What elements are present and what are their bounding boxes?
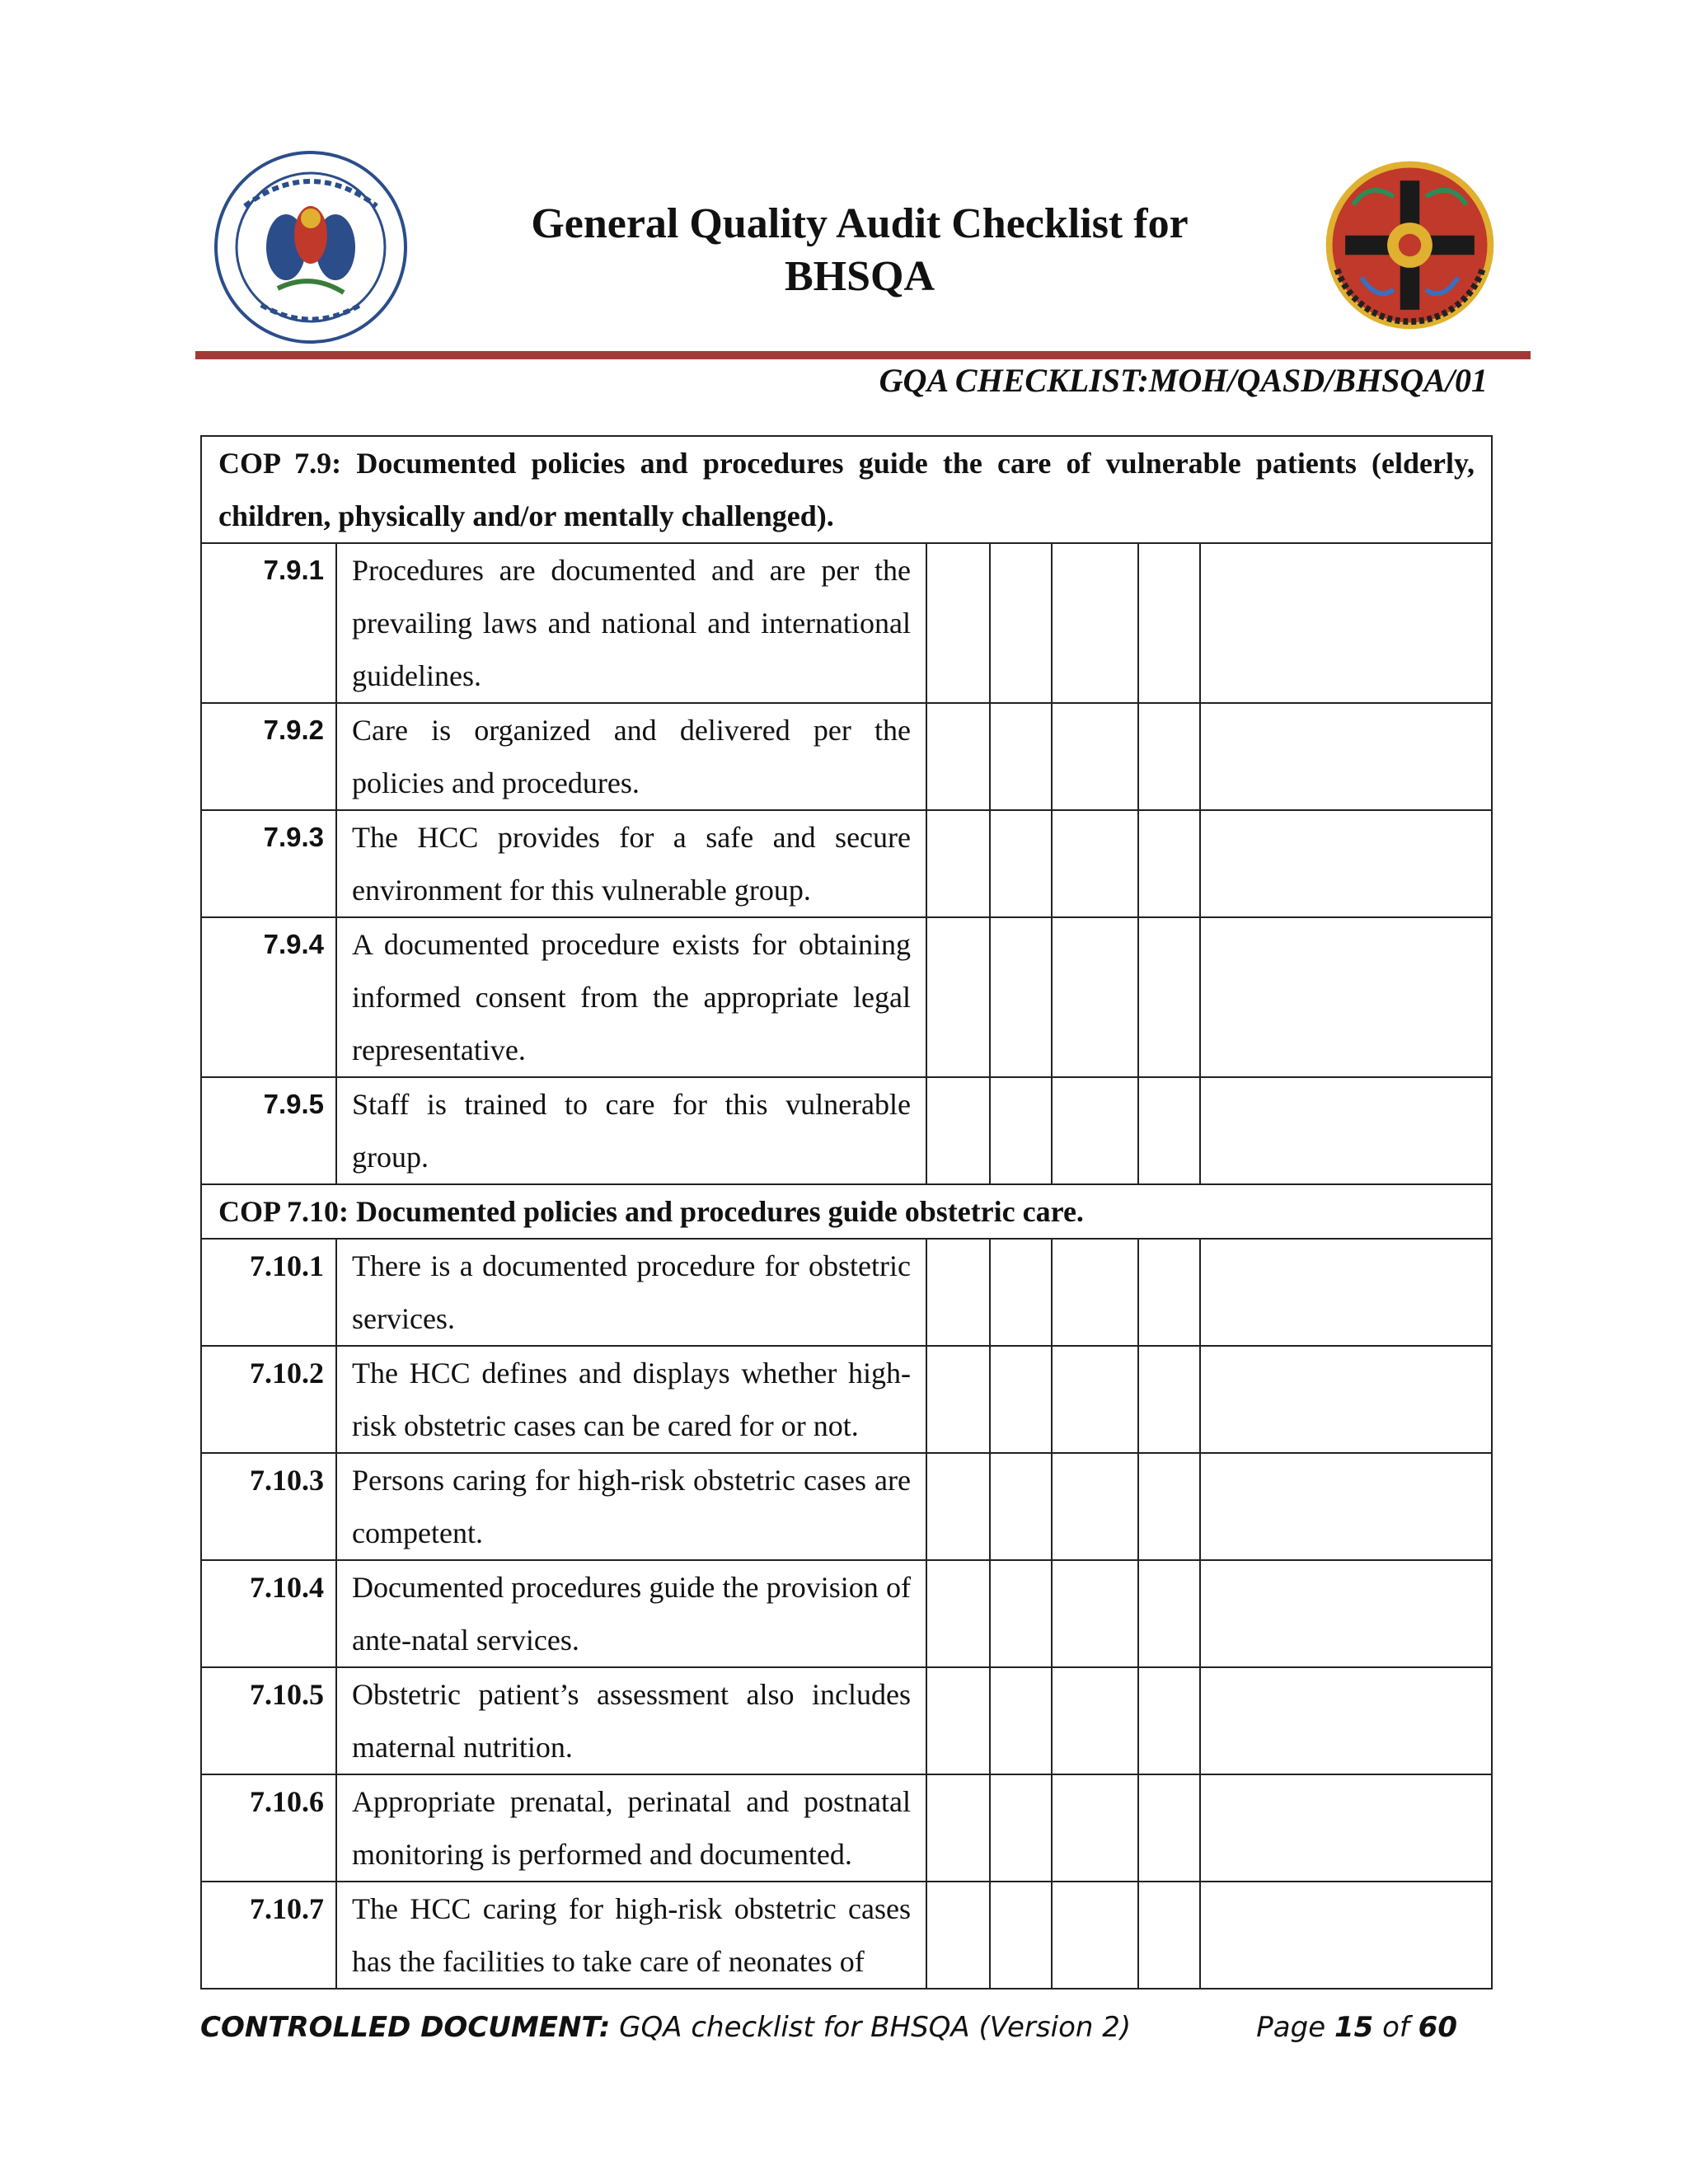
check-cell[interactable] — [926, 917, 990, 1077]
checklist-row — [201, 1239, 1492, 1346]
remarks-cell[interactable] — [1200, 1667, 1492, 1774]
item-text: A documented procedure exists for obtaining informed consent from the appropriate legal representative. — [336, 917, 926, 1077]
check-cell[interactable] — [926, 1346, 990, 1453]
check-cell[interactable] — [990, 1882, 1052, 1989]
item-number: 7.10.2 — [201, 1346, 336, 1453]
check-cell[interactable] — [1138, 1560, 1200, 1667]
item-text: The HCC caring for high-risk obstetric cases has the facilities to take care of neonates of — [336, 1882, 926, 1989]
item-number: 7.10.5 — [201, 1667, 336, 1774]
check-cell[interactable] — [926, 1239, 990, 1346]
check-cell[interactable] — [1138, 810, 1200, 917]
check-cell[interactable] — [990, 1667, 1052, 1774]
check-cell[interactable] — [1052, 810, 1138, 917]
check-cell[interactable] — [1052, 1346, 1138, 1453]
remarks-cell[interactable] — [1200, 1453, 1492, 1560]
check-cell[interactable] — [1138, 543, 1200, 703]
checklist-row — [201, 1346, 1492, 1453]
check-cell[interactable] — [926, 543, 990, 703]
item-text: Documented procedures guide the provision of ante-natal services. — [336, 1560, 926, 1667]
item-number: 7.9.2 — [201, 703, 336, 810]
footer-doc-name: GQA checklist for BHSQA (Version 2) — [619, 2011, 1132, 2044]
remarks-cell[interactable] — [1200, 1077, 1492, 1184]
check-cell[interactable] — [1138, 1667, 1200, 1774]
checklist-row — [201, 1453, 1492, 1560]
checklist-row — [201, 543, 1492, 703]
item-text: Persons caring for high-risk obstetric cases are competent. — [336, 1453, 926, 1560]
checklist-row — [201, 703, 1492, 810]
checklist-row — [201, 1560, 1492, 1667]
check-cell[interactable] — [990, 703, 1052, 810]
document-header — [200, 148, 1529, 354]
checklist-row — [201, 810, 1492, 917]
item-number: 7.9.3 — [201, 810, 336, 917]
item-number: 7.9.5 — [201, 1077, 336, 1184]
item-text: Procedures are documented and are per the prevailing laws and national and international guidelines. — [336, 543, 926, 703]
section-title: COP 7.9: Documented policies and procedures guide the care of vulnerable patients (elderly, children, physically and/or mentally challenged). — [201, 436, 1492, 543]
check-cell[interactable] — [1052, 1774, 1138, 1882]
section-row — [201, 1184, 1492, 1239]
checklist-table — [200, 435, 1493, 1990]
check-cell[interactable] — [990, 1346, 1052, 1453]
remarks-cell[interactable] — [1200, 917, 1492, 1077]
check-cell[interactable] — [1052, 1667, 1138, 1774]
remarks-cell[interactable] — [1200, 543, 1492, 703]
document-title — [448, 198, 1272, 303]
page-word: Page — [1256, 2011, 1326, 2044]
item-text: Care is organized and delivered per the policies and procedures. — [336, 703, 926, 810]
check-cell[interactable] — [1052, 917, 1138, 1077]
item-text: There is a documented procedure for obstetric services. — [336, 1239, 926, 1346]
item-text: The HCC defines and displays whether high-risk obstetric cases can be cared for or not. — [336, 1346, 926, 1453]
checklist-row — [201, 917, 1492, 1077]
check-cell[interactable] — [1052, 1239, 1138, 1346]
checklist-row — [201, 1882, 1492, 1989]
item-text: Appropriate prenatal, perinatal and postnatal monitoring is performed and documented. — [336, 1774, 926, 1882]
check-cell[interactable] — [990, 1239, 1052, 1346]
check-cell[interactable] — [990, 1453, 1052, 1560]
check-cell[interactable] — [990, 1774, 1052, 1882]
check-cell[interactable] — [926, 1667, 990, 1774]
check-cell[interactable] — [990, 810, 1052, 917]
of-word: of — [1382, 2011, 1409, 2044]
check-cell[interactable] — [926, 1560, 990, 1667]
check-cell[interactable] — [1052, 543, 1138, 703]
section-row — [201, 436, 1492, 543]
item-number: 7.10.4 — [201, 1560, 336, 1667]
checklist-row — [201, 1077, 1492, 1184]
check-cell[interactable] — [1138, 1453, 1200, 1560]
footer-controlled-document — [200, 2011, 1131, 2044]
check-cell[interactable] — [1052, 1453, 1138, 1560]
check-cell[interactable] — [1138, 1882, 1200, 1989]
section-title: COP 7.10: Documented policies and procedures guide obstetric care. — [201, 1184, 1492, 1239]
check-cell[interactable] — [990, 1560, 1052, 1667]
check-cell[interactable] — [1052, 1882, 1138, 1989]
page-total: 60 — [1418, 2011, 1457, 2044]
checklist-code: GQA CHECKLIST:MOH/QASD/BHSQA/01 — [879, 362, 1488, 399]
checklist-row — [201, 1774, 1492, 1882]
title-line-2: BHSQA — [784, 253, 935, 300]
item-number: 7.10.6 — [201, 1774, 336, 1882]
remarks-cell[interactable] — [1200, 1346, 1492, 1453]
check-cell[interactable] — [1138, 703, 1200, 810]
check-cell[interactable] — [1138, 1077, 1200, 1184]
page-number — [1256, 2011, 1457, 2044]
page-current: 15 — [1334, 2011, 1374, 2044]
item-number: 7.10.1 — [201, 1239, 336, 1346]
check-cell[interactable] — [1052, 1077, 1138, 1184]
remarks-cell[interactable] — [1200, 1239, 1492, 1346]
item-number: 7.9.1 — [201, 543, 336, 703]
remarks-cell[interactable] — [1200, 703, 1492, 810]
check-cell[interactable] — [990, 1077, 1052, 1184]
footer-label: CONTROLLED DOCUMENT: — [200, 2011, 611, 2044]
checklist-row — [201, 1667, 1492, 1774]
remarks-cell[interactable] — [1200, 1560, 1492, 1667]
title-line-1: General Quality Audit Checklist for — [531, 200, 1189, 247]
item-number: 7.9.4 — [201, 917, 336, 1077]
check-cell[interactable] — [926, 810, 990, 917]
check-cell[interactable] — [926, 1453, 990, 1560]
item-text: The HCC provides for a safe and secure environment for this vulnerable group. — [336, 810, 926, 917]
check-cell[interactable] — [1138, 1346, 1200, 1453]
check-cell[interactable] — [926, 703, 990, 810]
check-cell[interactable] — [990, 917, 1052, 1077]
ministry-seal-logo — [212, 148, 410, 346]
remarks-cell[interactable] — [1200, 810, 1492, 917]
item-number: 7.10.3 — [201, 1453, 336, 1560]
check-cell[interactable] — [1138, 1239, 1200, 1346]
check-cell[interactable] — [926, 1882, 990, 1989]
remarks-cell[interactable] — [1200, 1774, 1492, 1882]
item-text: Obstetric patient’s assessment also includes maternal nutrition. — [336, 1667, 926, 1774]
check-cell[interactable] — [1138, 917, 1200, 1077]
national-emblem-logo — [1313, 148, 1507, 342]
check-cell[interactable] — [1052, 703, 1138, 810]
item-text: Staff is trained to care for this vulnerable group. — [336, 1077, 926, 1184]
check-cell[interactable] — [926, 1774, 990, 1882]
check-cell[interactable] — [1052, 1560, 1138, 1667]
item-number: 7.10.7 — [201, 1882, 336, 1989]
check-cell[interactable] — [926, 1077, 990, 1184]
check-cell[interactable] — [1138, 1774, 1200, 1882]
check-cell[interactable] — [990, 543, 1052, 703]
remarks-cell[interactable] — [1200, 1882, 1492, 1989]
